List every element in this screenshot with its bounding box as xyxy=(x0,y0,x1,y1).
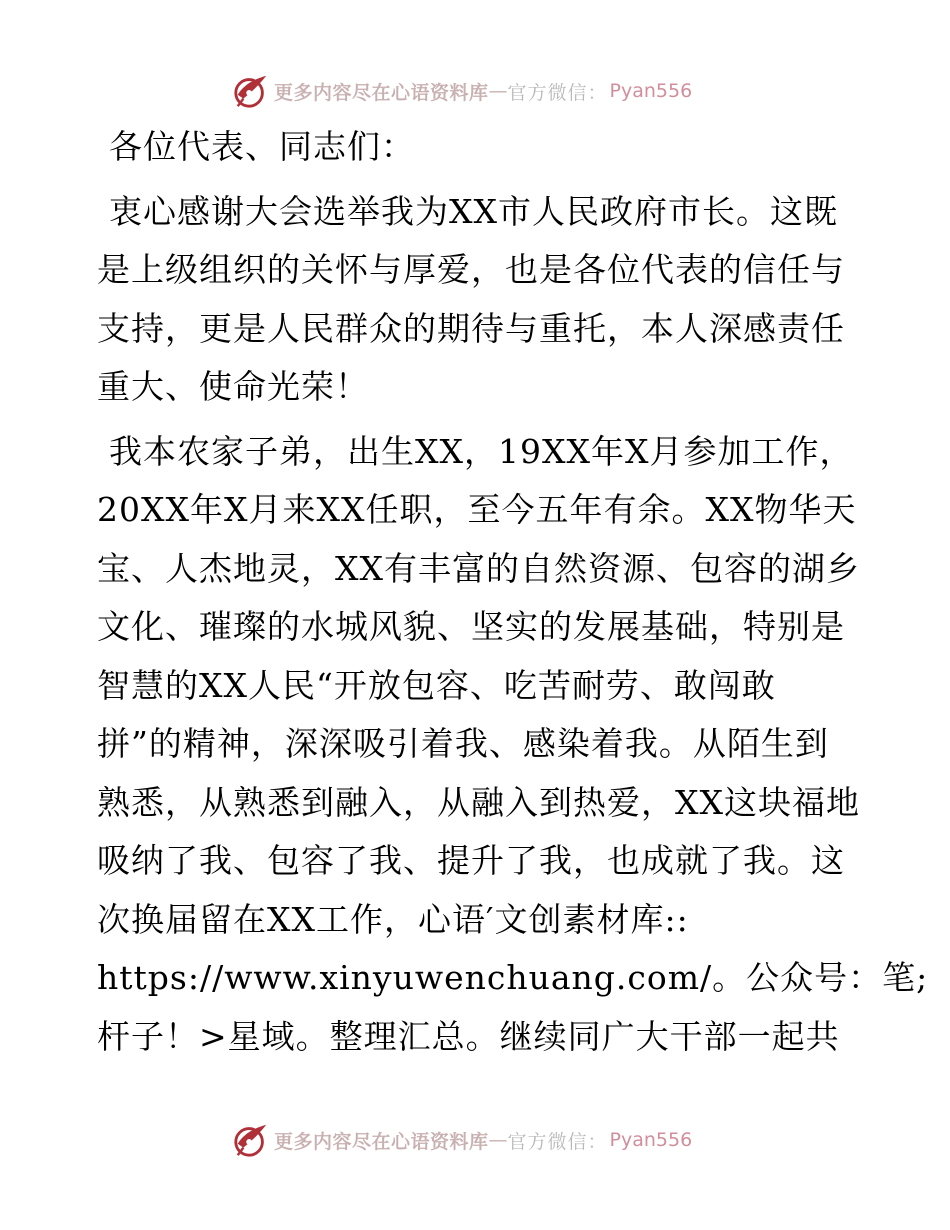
text-line: 杆子！>星域。整理汇总。继续同广大干部一起共 xyxy=(97,1016,840,1056)
text-line: 吸纳了我、包容了我、提升了我，也成就了我。这 xyxy=(97,841,845,880)
text-line: 我本农家子弟，出生XX，19XX年X月参加工作， xyxy=(109,431,854,471)
watermark-title: 更多内容尽在心语资料库 xyxy=(274,81,489,104)
url-line: https://www.xinyuwenchuang.com/。公众号：笔; xyxy=(97,958,929,997)
text-line: 熟悉，从熟悉到融入，从融入到热爱，XX这块福地 xyxy=(97,782,860,822)
footer-watermark xyxy=(232,1120,732,1160)
text-line: 文化、璀璨的水城风貌、坚实的发展基础，特别是 xyxy=(97,607,845,646)
salutation-line: 各位代表、同志们： xyxy=(109,127,415,166)
text-line: 宝、人杰地灵，XX有丰富的自然资源、包容的湖乡 xyxy=(97,548,860,588)
quill-pen-logo-icon xyxy=(232,1121,270,1159)
text-line: 支持，更是人民群众的期待与重托，本人深感责任 xyxy=(97,308,845,348)
text-line: 拼”的精神，深深吸引着我、感染着我。从陌生到 xyxy=(97,724,829,763)
text-line: 重大、使命光荣！ xyxy=(97,367,369,406)
watermark-wechat-label: 官方微信： xyxy=(507,1130,608,1153)
quill-pen-logo-icon xyxy=(232,72,270,110)
paragraph-2 xyxy=(97,423,929,1067)
paragraph-1 xyxy=(97,183,857,417)
text-line: 是上级组织的关怀与厚爱，也是各位代表的信任与 xyxy=(97,250,845,289)
watermark-dash: — xyxy=(488,80,508,102)
document-body xyxy=(97,118,929,1072)
watermark-wechat-id: Pyan556 xyxy=(609,1129,693,1151)
watermark-title: 更多内容尽在心语资料库 xyxy=(274,1130,489,1153)
text-line: 20XX年X月来XX任职，至今五年有余。XX物华天 xyxy=(97,490,857,529)
text-line: 衷心感谢大会选举我为XX市人民政府市长。这既 xyxy=(109,191,838,231)
watermark-wechat-id: Pyan556 xyxy=(609,80,693,102)
header-watermark xyxy=(232,71,732,111)
watermark-wechat-label: 官方微信： xyxy=(507,81,608,104)
watermark-dash: — xyxy=(488,1129,508,1151)
text-line: 智慧的XX人民“开放包容、吃苦耐劳、敢闯敢 xyxy=(97,665,776,705)
text-line: 次换届留在XX工作，心语′文创素材库:: xyxy=(97,899,689,939)
salutation xyxy=(97,118,857,177)
